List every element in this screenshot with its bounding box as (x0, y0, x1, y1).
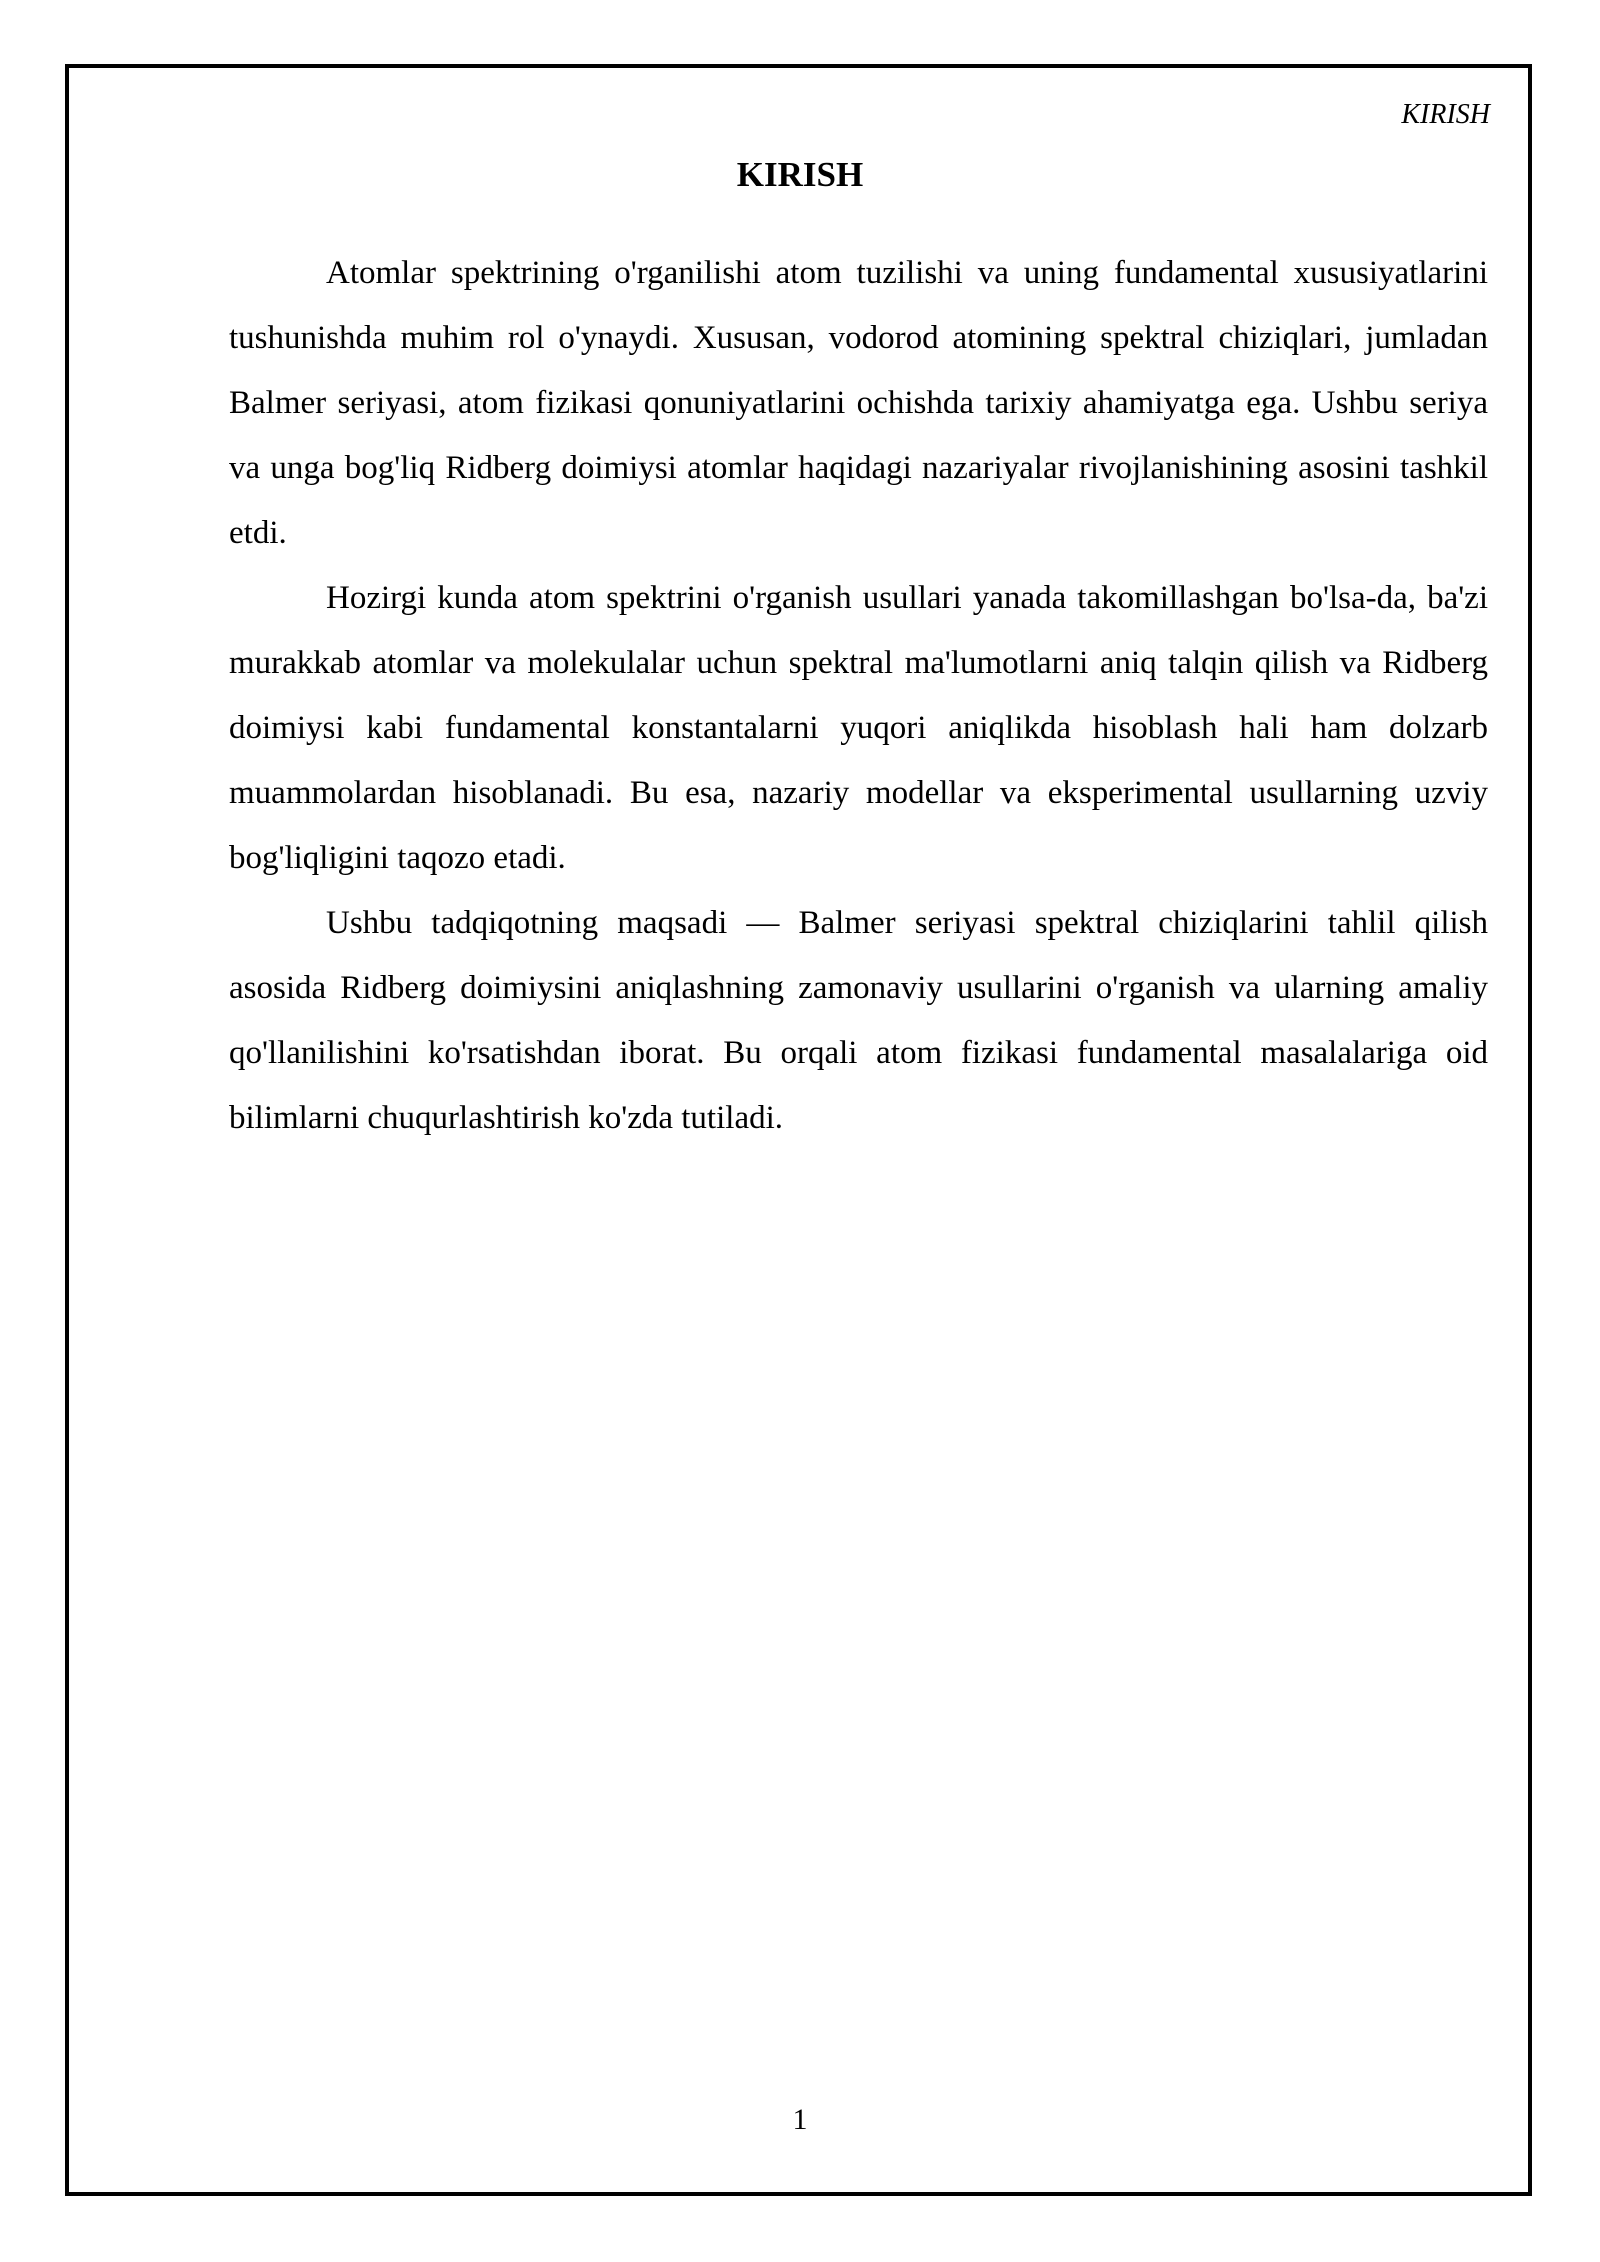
page-number: 1 (792, 2103, 808, 2136)
running-header: KIRISH (1401, 99, 1490, 130)
paragraph-1: Atomlar spektrining o'rganilishi atom tuzilishi va uning fundamental xususiyatlarini tushunishda muhim rol o'ynaydi. Xususan, vodorod atomining spektral chiziqlari, jumladan Balmer seriyasi, atom fizikasi qonuniyatlarini ochishda tarixiy ahamiyatga ega. Ushbu seriya va unga bog'liq Ridberg doimiysi atomlar haqidagi nazariyalar rivojlanishining asosini tashkil etdi. (229, 255, 1488, 551)
paragraph-2: Hozirgi kunda atom spektrini o'rganish usullari yanada takomillashgan bo'lsa-da, ba'zi murakkab atomlar va molekulalar uchun spektral ma'lumotlarni aniq talqin qilish va Ridberg doimiysi kabi fundamental konstantalarni yuqori aniqlikda hisoblash hali ham dolzarb muammolardan hisoblanadi. Bu esa, nazariy modellar va eksperimental usullarning uzviy bog'liqligini taqozo etadi. (229, 580, 1488, 876)
paragraph-3: Ushbu tadqiqotning maqsadi — Balmer seriyasi spektral chiziqlarini tahlil qilish asosida Ridberg doimiysini aniqlashning zamonaviy usullarini o'rganish va ularning amaliy qo'llanilishini ko'rsatishdan iborat. Bu orqali atom fizikasi fundamental masalalariga oid bilimlarni chuqurlashtirish ko'zda tutiladi. (229, 905, 1488, 1136)
chapter-title: KIRISH (736, 155, 864, 194)
body-text (229, 241, 1488, 1151)
